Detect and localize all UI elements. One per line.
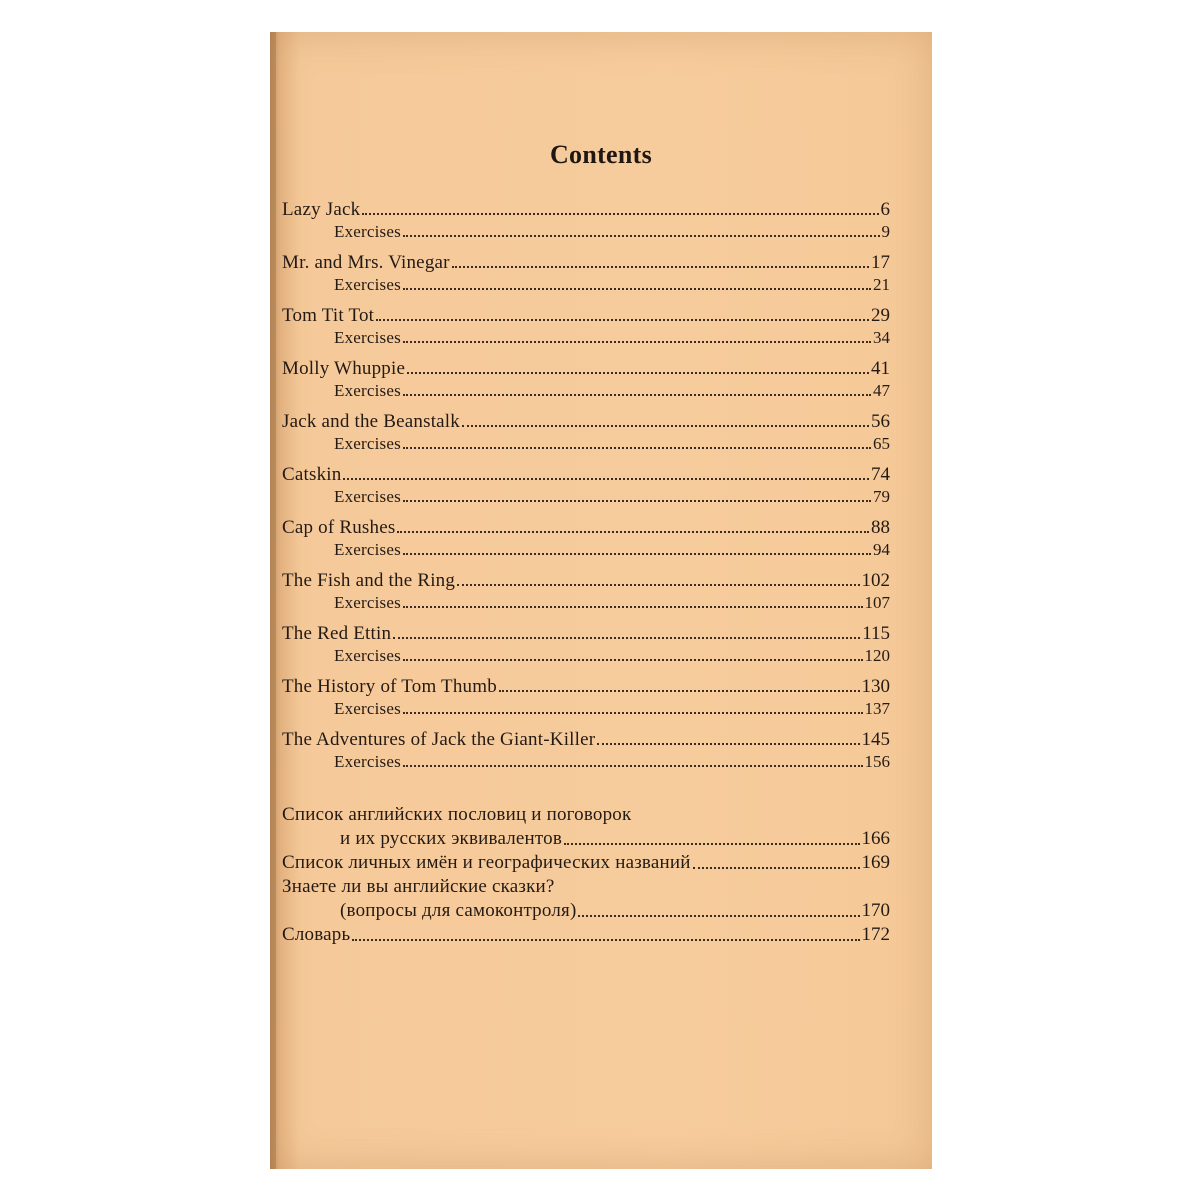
toc-entry xyxy=(282,728,890,773)
appendix-title: Знаете ли вы английские сказки? xyxy=(282,876,555,897)
appendix-title-cont: (вопросы для самоконтроля) xyxy=(340,900,577,921)
section-gap xyxy=(282,781,890,803)
exercises-page: 156 xyxy=(864,752,890,771)
dot-leader xyxy=(403,446,871,449)
exercises-line[interactable] xyxy=(282,698,890,720)
dot-leader xyxy=(403,605,863,608)
dot-leader xyxy=(376,318,869,321)
exercises-page: 9 xyxy=(881,222,890,241)
appendix-page: 170 xyxy=(861,900,890,921)
exercises-page: 79 xyxy=(873,487,890,506)
toc-entry xyxy=(282,622,890,667)
entry-title: The Fish and the Ring xyxy=(282,570,456,591)
appendix-line[interactable] xyxy=(282,899,890,923)
entry-page: 41 xyxy=(871,358,890,379)
entry-page: 145 xyxy=(861,729,890,750)
exercises-label: Exercises xyxy=(334,222,401,241)
exercises-label: Exercises xyxy=(334,540,401,559)
exercises-line[interactable] xyxy=(282,592,890,614)
exercises-line[interactable] xyxy=(282,380,890,402)
exercises-label: Exercises xyxy=(334,328,401,347)
toc-entry xyxy=(282,675,890,720)
entry-title: Mr. and Mrs. Vinegar xyxy=(282,252,450,273)
entry-page: 130 xyxy=(861,676,890,697)
toc-line[interactable] xyxy=(282,251,890,274)
dot-leader xyxy=(403,764,863,767)
exercises-line[interactable] xyxy=(282,539,890,561)
exercises-label: Exercises xyxy=(334,593,401,612)
entry-title: Catskin xyxy=(282,464,342,485)
dot-leader xyxy=(499,689,860,692)
toc-line[interactable] xyxy=(282,728,890,751)
dot-leader xyxy=(343,477,869,480)
exercises-page: 21 xyxy=(873,275,890,294)
entry-page: 88 xyxy=(871,517,890,538)
toc-line[interactable] xyxy=(282,622,890,645)
dot-leader xyxy=(403,711,863,714)
dot-leader xyxy=(452,265,869,268)
toc-entry xyxy=(282,463,890,508)
exercises-page: 137 xyxy=(864,699,890,718)
appendix-page: 169 xyxy=(861,852,890,873)
exercises-label: Exercises xyxy=(334,752,401,771)
dot-leader xyxy=(393,636,860,639)
entry-title: The History of Tom Thumb xyxy=(282,676,497,697)
toc-entry xyxy=(282,357,890,402)
exercises-line[interactable] xyxy=(282,645,890,667)
exercises-label: Exercises xyxy=(334,487,401,506)
toc-entry xyxy=(282,304,890,349)
entry-title: The Adventures of Jack the Giant-Killer xyxy=(282,729,596,750)
entry-page: 17 xyxy=(871,252,890,273)
exercises-page: 65 xyxy=(873,434,890,453)
appendix-page: 166 xyxy=(861,828,890,849)
appendix-list xyxy=(282,803,890,947)
dot-leader xyxy=(693,866,860,869)
appendix-page: 172 xyxy=(861,924,890,945)
entry-title: Jack and the Beanstalk xyxy=(282,411,460,432)
exercises-label: Exercises xyxy=(334,381,401,400)
toc-entry xyxy=(282,516,890,561)
exercises-page: 94 xyxy=(873,540,890,559)
exercises-page: 107 xyxy=(864,593,890,612)
toc-entry xyxy=(282,198,890,243)
toc-line[interactable] xyxy=(282,569,890,592)
entry-title: The Red Ettin xyxy=(282,623,392,644)
dot-leader xyxy=(457,583,859,586)
entry-title: Lazy Jack xyxy=(282,199,361,220)
exercises-label: Exercises xyxy=(334,699,401,718)
exercises-line[interactable] xyxy=(282,751,890,773)
entry-page: 115 xyxy=(862,623,890,644)
appendix-title-cont: и их русских эквивалентов xyxy=(340,828,563,849)
appendix-line xyxy=(282,875,890,899)
dot-leader xyxy=(403,552,871,555)
toc-entry xyxy=(282,251,890,296)
dot-leader xyxy=(403,340,871,343)
toc-entry xyxy=(282,569,890,614)
dot-leader xyxy=(578,914,859,917)
exercises-label: Exercises xyxy=(334,434,401,453)
dot-leader xyxy=(403,499,871,502)
exercises-page: 120 xyxy=(864,646,890,665)
entry-title: Molly Whuppie xyxy=(282,358,406,379)
dot-leader xyxy=(403,287,871,290)
appendix-line[interactable] xyxy=(282,851,890,875)
dot-leader xyxy=(597,742,859,745)
exercises-line[interactable] xyxy=(282,486,890,508)
dot-leader xyxy=(362,212,878,215)
appendix-title: Словарь xyxy=(282,924,351,945)
toc-line[interactable] xyxy=(282,410,890,433)
table-of-contents xyxy=(282,198,890,947)
dot-leader xyxy=(403,234,880,237)
entry-page: 74 xyxy=(871,464,890,485)
exercises-line[interactable] xyxy=(282,327,890,349)
appendix-title: Список личных имён и географических названий xyxy=(282,852,691,873)
dot-leader xyxy=(403,658,863,661)
exercises-label: Exercises xyxy=(334,646,401,665)
exercises-line[interactable] xyxy=(282,221,890,243)
entry-page: 56 xyxy=(871,411,890,432)
dot-leader xyxy=(397,530,869,533)
toc-line[interactable] xyxy=(282,675,890,698)
appendix-line[interactable] xyxy=(282,827,890,851)
dot-leader xyxy=(407,371,869,374)
entry-title: Tom Tit Tot xyxy=(282,305,375,326)
toc-line[interactable] xyxy=(282,198,890,221)
appendix-line[interactable] xyxy=(282,923,890,947)
entry-page: 29 xyxy=(871,305,890,326)
dot-leader xyxy=(462,424,869,427)
toc-line[interactable] xyxy=(282,357,890,380)
entry-page: 102 xyxy=(861,570,890,591)
appendix-title: Список английских пословиц и поговорок xyxy=(282,804,632,825)
exercises-line[interactable] xyxy=(282,433,890,455)
entry-page: 6 xyxy=(880,199,890,220)
toc-line[interactable] xyxy=(282,516,890,539)
exercises-line[interactable] xyxy=(282,274,890,296)
toc-line[interactable] xyxy=(282,463,890,486)
exercises-page: 47 xyxy=(873,381,890,400)
dot-leader xyxy=(564,842,859,845)
exercises-label: Exercises xyxy=(334,275,401,294)
page-title: Contents xyxy=(549,140,653,169)
dot-leader xyxy=(352,938,859,941)
toc-entry xyxy=(282,410,890,455)
exercises-page: 34 xyxy=(873,328,890,347)
book-page xyxy=(270,32,932,1169)
entry-title: Cap of Rushes xyxy=(282,517,396,538)
appendix-line xyxy=(282,803,890,827)
toc-line[interactable] xyxy=(282,304,890,327)
dot-leader xyxy=(403,393,871,396)
